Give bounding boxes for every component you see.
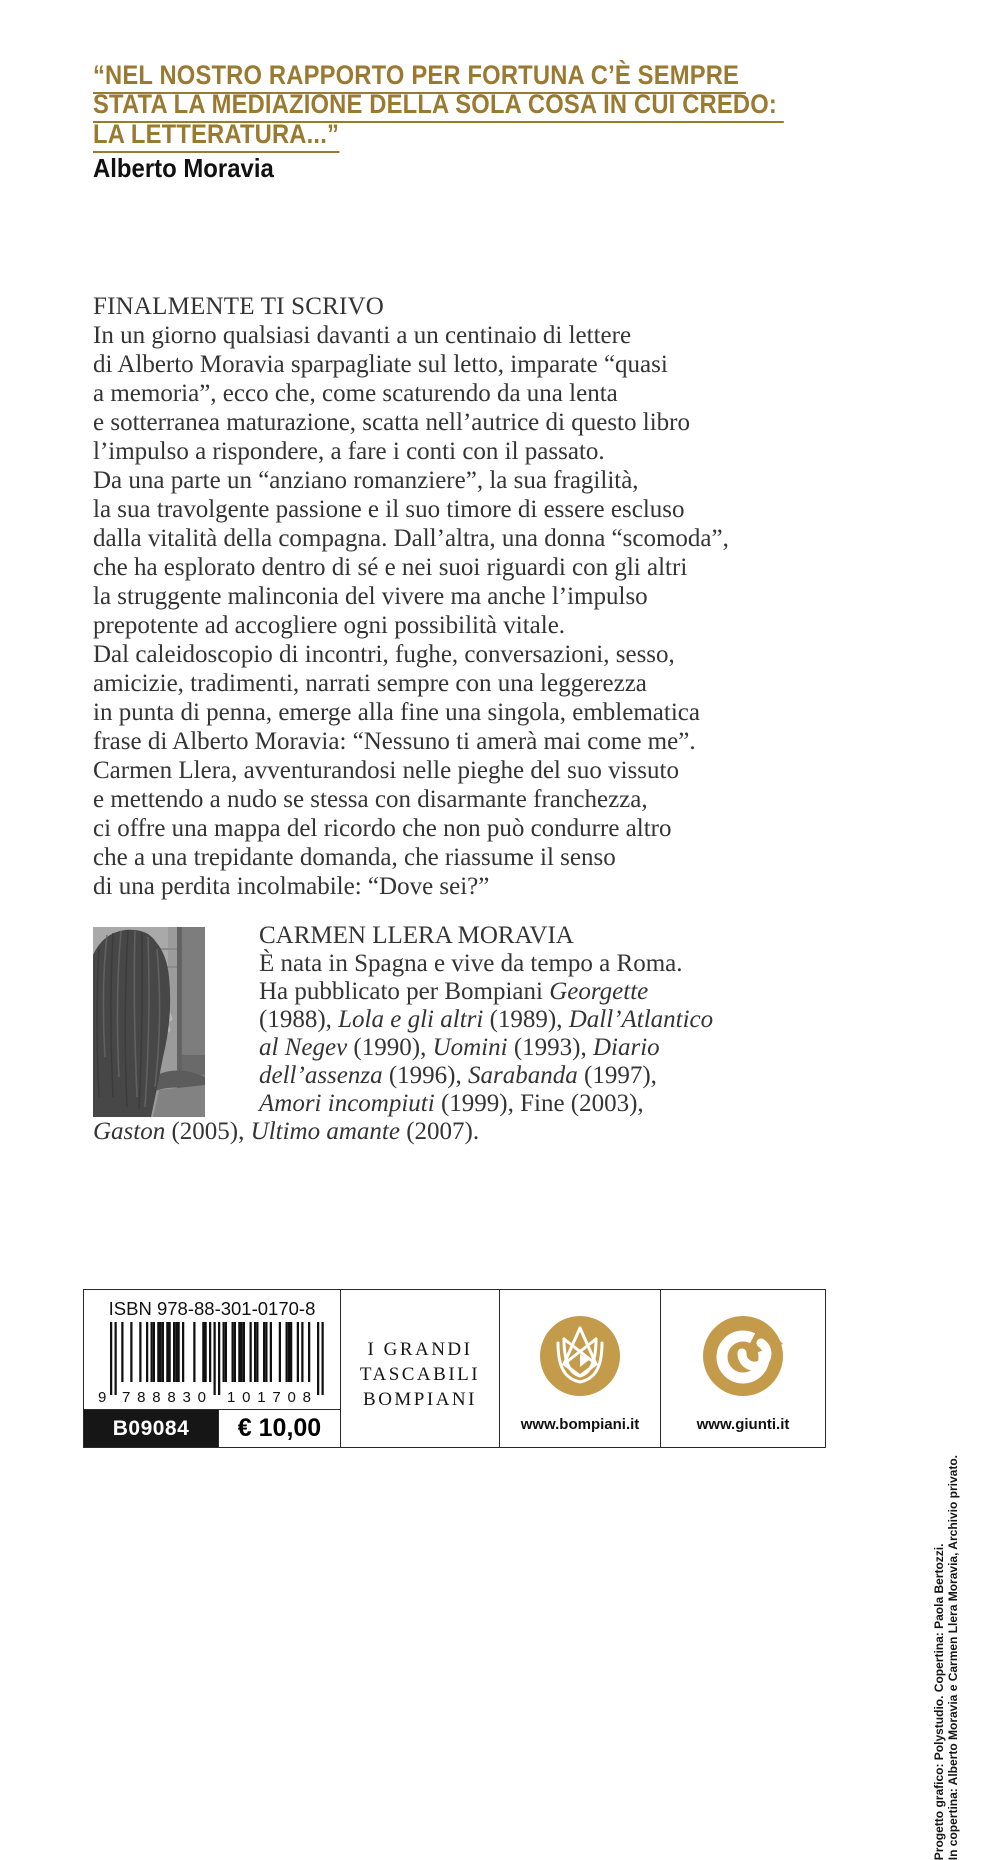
ean-barcode [96, 1321, 328, 1405]
author-bio [93, 922, 813, 1146]
credits-photo-line: In copertina: Alberto Moravia e Carmen Llera Moravia, Archivio privato. [946, 1455, 960, 1860]
footer-block [83, 1289, 826, 1448]
bio-heading: CARMEN LLERA MORAVIA [259, 922, 574, 949]
edition-code: B09084 [84, 1410, 218, 1447]
bompiani-url: www.bompiani.it [520, 1416, 640, 1433]
imprint-name: I GRANDI TASCABILI BOMPIANI [359, 1339, 481, 1410]
price: € 10,00 [218, 1410, 340, 1447]
author-photo [93, 927, 205, 1117]
ean-digits-mid: 788830 [122, 1389, 206, 1406]
isbn-label: ISBN 978-88-301-0170-8 [108, 1298, 316, 1319]
bompiani-logo-icon [540, 1316, 620, 1396]
bompiani-cell [499, 1290, 660, 1447]
isbn-cell [84, 1290, 340, 1447]
bio-text: È nata in Spagna e vive da tempo a Roma. Ha pubblicato per Bompiani Georgette (1988), Lola e gli altri (1989), Dall’Atlantico al Negev (1990), Uomini (1993), Diario dell’assenza (1996), Sarabanda (1997), Amori incompiuti (1999), Fine (2003), Gaston (2005), Ultimo amante (2007). [93, 950, 714, 1145]
quote-line: “NEL NOSTRO RAPPORTO PER FORTUNA C’È SEMPRE [93, 60, 746, 94]
quote-line: LA LETTERATURA...” [93, 119, 339, 153]
price-row [84, 1409, 340, 1447]
quote-line: STATA LA MEDIAZIONE DELLA SOLA COSA IN CUI CREDO: [93, 89, 784, 123]
cover-credits [932, 1455, 960, 1860]
synopsis [93, 292, 873, 901]
ean-digits-right: 101708 [227, 1389, 311, 1406]
quote-author: Alberto Moravia [93, 153, 274, 183]
credits-design-line: Progetto grafico: Polystudio. Copertina: Paola Bertozzi. [932, 1543, 946, 1860]
giunti-logo-icon [703, 1316, 783, 1396]
synopsis-text: In un giorno qualsiasi davanti a un centinaio di lettere di Alberto Moravia sparpagliate sul letto, imparate “quasi a memoria”, ecco che, come scaturendo da una lenta e sotterranea maturazione, scatta nell’autrice di questo libro l’impulso a rispondere, a fare i conti con il passato. Da una parte un “anziano romanziere”, la sua fragilità, la sua travolgente passione e il suo timore di essere escluso dalla vitalità della compagna. Dall’altra, una donna “scomoda”, che ha esplorato dentro di sé e nei suoi riguardi con gli altri la struggente malinconia del vivere ma anche l’impulso prepotente ad accogliere ogni possibilità vitale. Dal caleidoscopio di incontri, fughe, conversazioni, sesso, amicizie, tradimenti, narrati sempre con una leggerezza in punta di penna, emerge alla fine una singola, emblematica frase di Alberto Moravia: “Nessuno ti amerà mai come me”. Carmen Llera, avventurandosi nelle pieghe del suo vissuto e mettendo a nudo se stessa con disarmante franchezza, ci offre una mappa del ricordo che non può condurre altro che a una trepidante domanda, che riassume il senso di una perdita incolmabile: “Dove sei?” [93, 322, 729, 900]
giunti-cell [660, 1290, 825, 1447]
cover-quote [93, 61, 784, 149]
giunti-url: www.giunti.it [696, 1416, 790, 1433]
imprint-cell [340, 1290, 499, 1447]
synopsis-title: FINALMENTE TI SCRIVO [93, 293, 385, 320]
ean-digit-left: 9 [98, 1389, 107, 1406]
